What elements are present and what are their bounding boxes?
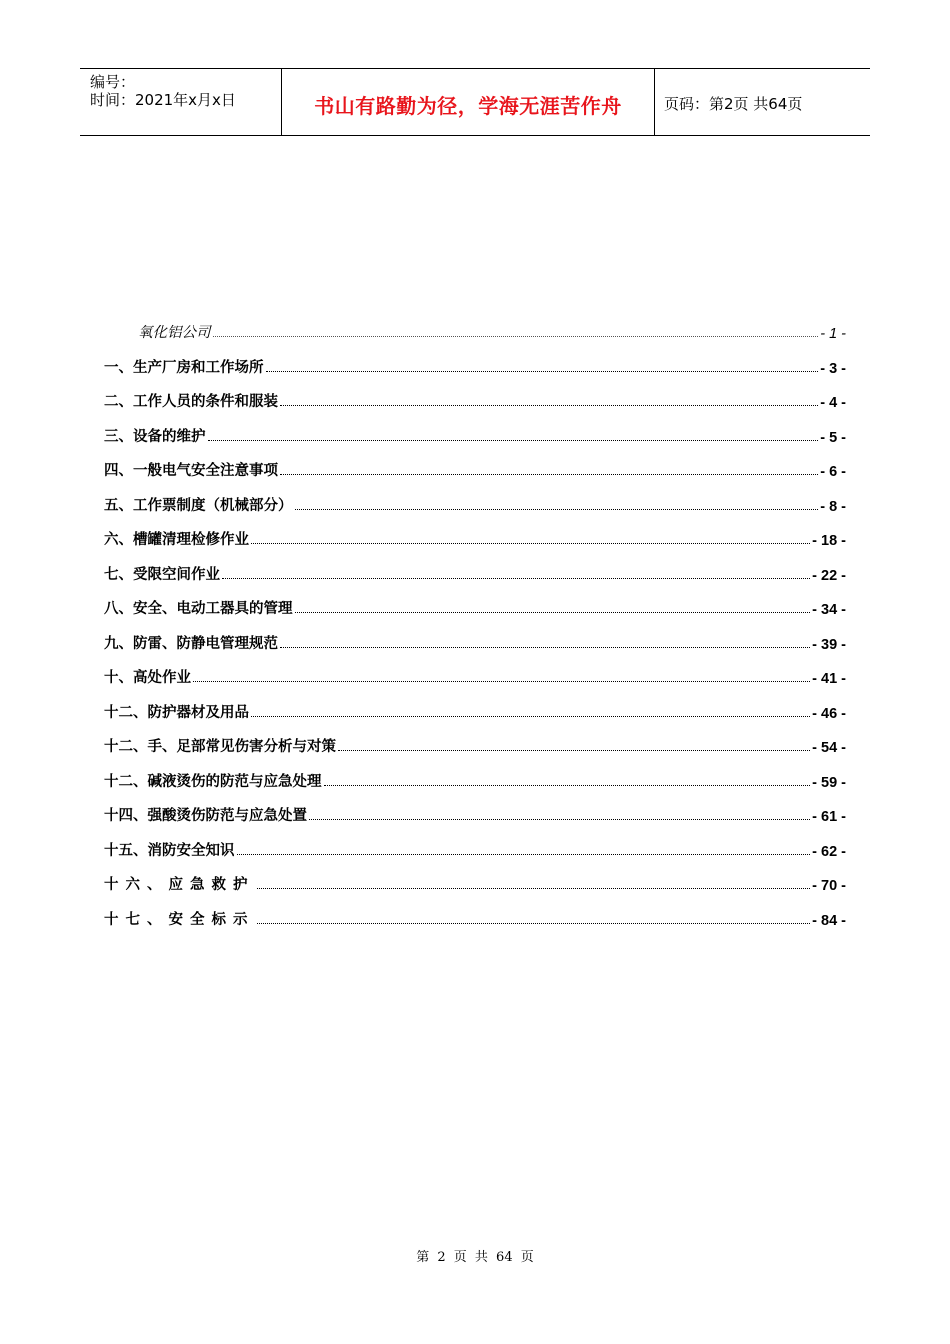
- toc-entry-page: - 22 -: [812, 568, 846, 584]
- toc-leader-dots: [324, 785, 811, 786]
- toc-entry-title: 十二、碱液烫伤的防范与应急处理: [104, 774, 322, 790]
- toc-leader-dots: [251, 543, 810, 544]
- header-divider-right: [654, 68, 655, 136]
- toc-entry-page: - 39 -: [812, 637, 846, 653]
- toc-leader-dots: [280, 405, 818, 406]
- page-footer: 第 2 页 共 64 页: [416, 1250, 534, 1265]
- toc-entry-page: - 6 -: [820, 464, 846, 480]
- document-number: 编号：: [90, 73, 136, 91]
- toc-leader-dots: [251, 716, 810, 717]
- toc-leader-dots: [213, 336, 819, 337]
- toc-entry[interactable]: [104, 491, 846, 515]
- toc-entry-title: 氧化铝公司: [138, 325, 211, 341]
- toc-entry-page: - 41 -: [812, 671, 846, 687]
- toc-leader-dots: [295, 612, 811, 613]
- toc-entry-title: 十七、安全标示: [104, 912, 255, 928]
- header-top-rule: [80, 68, 870, 69]
- toc-entry[interactable]: [104, 422, 846, 446]
- toc-entry[interactable]: [104, 560, 846, 584]
- toc-entry-title: 十、高处作业: [104, 670, 191, 686]
- toc-entry-page: - 34 -: [812, 602, 846, 618]
- toc-entry-title: 六、槽罐清理检修作业: [104, 532, 249, 548]
- toc-entry-title: 九、防雷、防静电管理规范: [104, 636, 278, 652]
- toc-entry-title: 十六、应急救护: [104, 877, 255, 893]
- document-date: 时间：2021年x月x日: [90, 91, 236, 109]
- toc-entry-page: - 18 -: [812, 533, 846, 549]
- toc-leader-dots: [338, 750, 810, 751]
- toc-entry[interactable]: [104, 836, 846, 860]
- toc-entry-title: 十二、手、足部常见伤害分析与对策: [104, 739, 336, 755]
- toc-entry-page: - 46 -: [812, 706, 846, 722]
- toc-leader-dots: [208, 440, 819, 441]
- toc-entry-title: 四、一般电气安全注意事项: [104, 463, 278, 479]
- toc-entry-page: - 54 -: [812, 740, 846, 756]
- toc-entry-title: 五、工作票制度（机械部分）: [104, 498, 293, 514]
- toc-entry[interactable]: [104, 525, 846, 549]
- toc-leader-dots: [222, 578, 810, 579]
- toc-leader-dots: [266, 371, 819, 372]
- toc-entry-page: - 62 -: [812, 844, 846, 860]
- toc-entry-page: - 3 -: [820, 361, 846, 377]
- toc-entry-page: - 61 -: [812, 809, 846, 825]
- toc-entry-title: 七、受限空间作业: [104, 567, 220, 583]
- toc-entry-page: - 70 -: [812, 878, 846, 894]
- toc-entry-title: 二、工作人员的条件和服装: [104, 394, 278, 410]
- toc-entry[interactable]: [104, 318, 846, 342]
- toc-leader-dots: [280, 474, 818, 475]
- toc-entry-page: - 84 -: [812, 913, 846, 929]
- toc-entry[interactable]: [104, 870, 846, 894]
- toc-entry-page: - 59 -: [812, 775, 846, 791]
- toc-leader-dots: [257, 923, 811, 924]
- toc-entry-page: - 5 -: [820, 430, 846, 446]
- header-motto: 书山有路勤为径，学海无涯苦作舟: [314, 94, 622, 118]
- toc-entry-page: - 1 -: [820, 326, 846, 342]
- toc-entry[interactable]: [104, 663, 846, 687]
- toc-leader-dots: [237, 854, 811, 855]
- toc-leader-dots: [280, 647, 810, 648]
- toc-leader-dots: [295, 509, 819, 510]
- toc-entry-title: 十四、强酸烫伤防范与应急处置: [104, 808, 307, 824]
- toc-entry[interactable]: [104, 629, 846, 653]
- header-bottom-rule: [80, 135, 870, 136]
- toc-leader-dots: [309, 819, 810, 820]
- header-page-info: 页码：第2页 共64页: [664, 95, 803, 113]
- toc-leader-dots: [257, 888, 811, 889]
- toc-entry-title: 十二、防护器材及用品: [104, 705, 249, 721]
- toc-entry[interactable]: [104, 732, 846, 756]
- toc-entry-title: 一、生产厂房和工作场所: [104, 360, 264, 376]
- toc-entry[interactable]: [104, 767, 846, 791]
- toc-leader-dots: [193, 681, 810, 682]
- toc-entry[interactable]: [104, 698, 846, 722]
- toc-entry[interactable]: [104, 353, 846, 377]
- toc-entry[interactable]: [104, 387, 846, 411]
- toc-entry-title: 三、设备的维护: [104, 429, 206, 445]
- toc-entry[interactable]: [104, 594, 846, 618]
- toc-entry[interactable]: [104, 905, 846, 929]
- toc-entry-title: 八、安全、电动工器具的管理: [104, 601, 293, 617]
- toc-entry-page: - 4 -: [820, 395, 846, 411]
- toc-entry-page: - 8 -: [820, 499, 846, 515]
- toc-entry-title: 十五、消防安全知识: [104, 843, 235, 859]
- toc-entry[interactable]: [104, 456, 846, 480]
- toc-entry[interactable]: [104, 801, 846, 825]
